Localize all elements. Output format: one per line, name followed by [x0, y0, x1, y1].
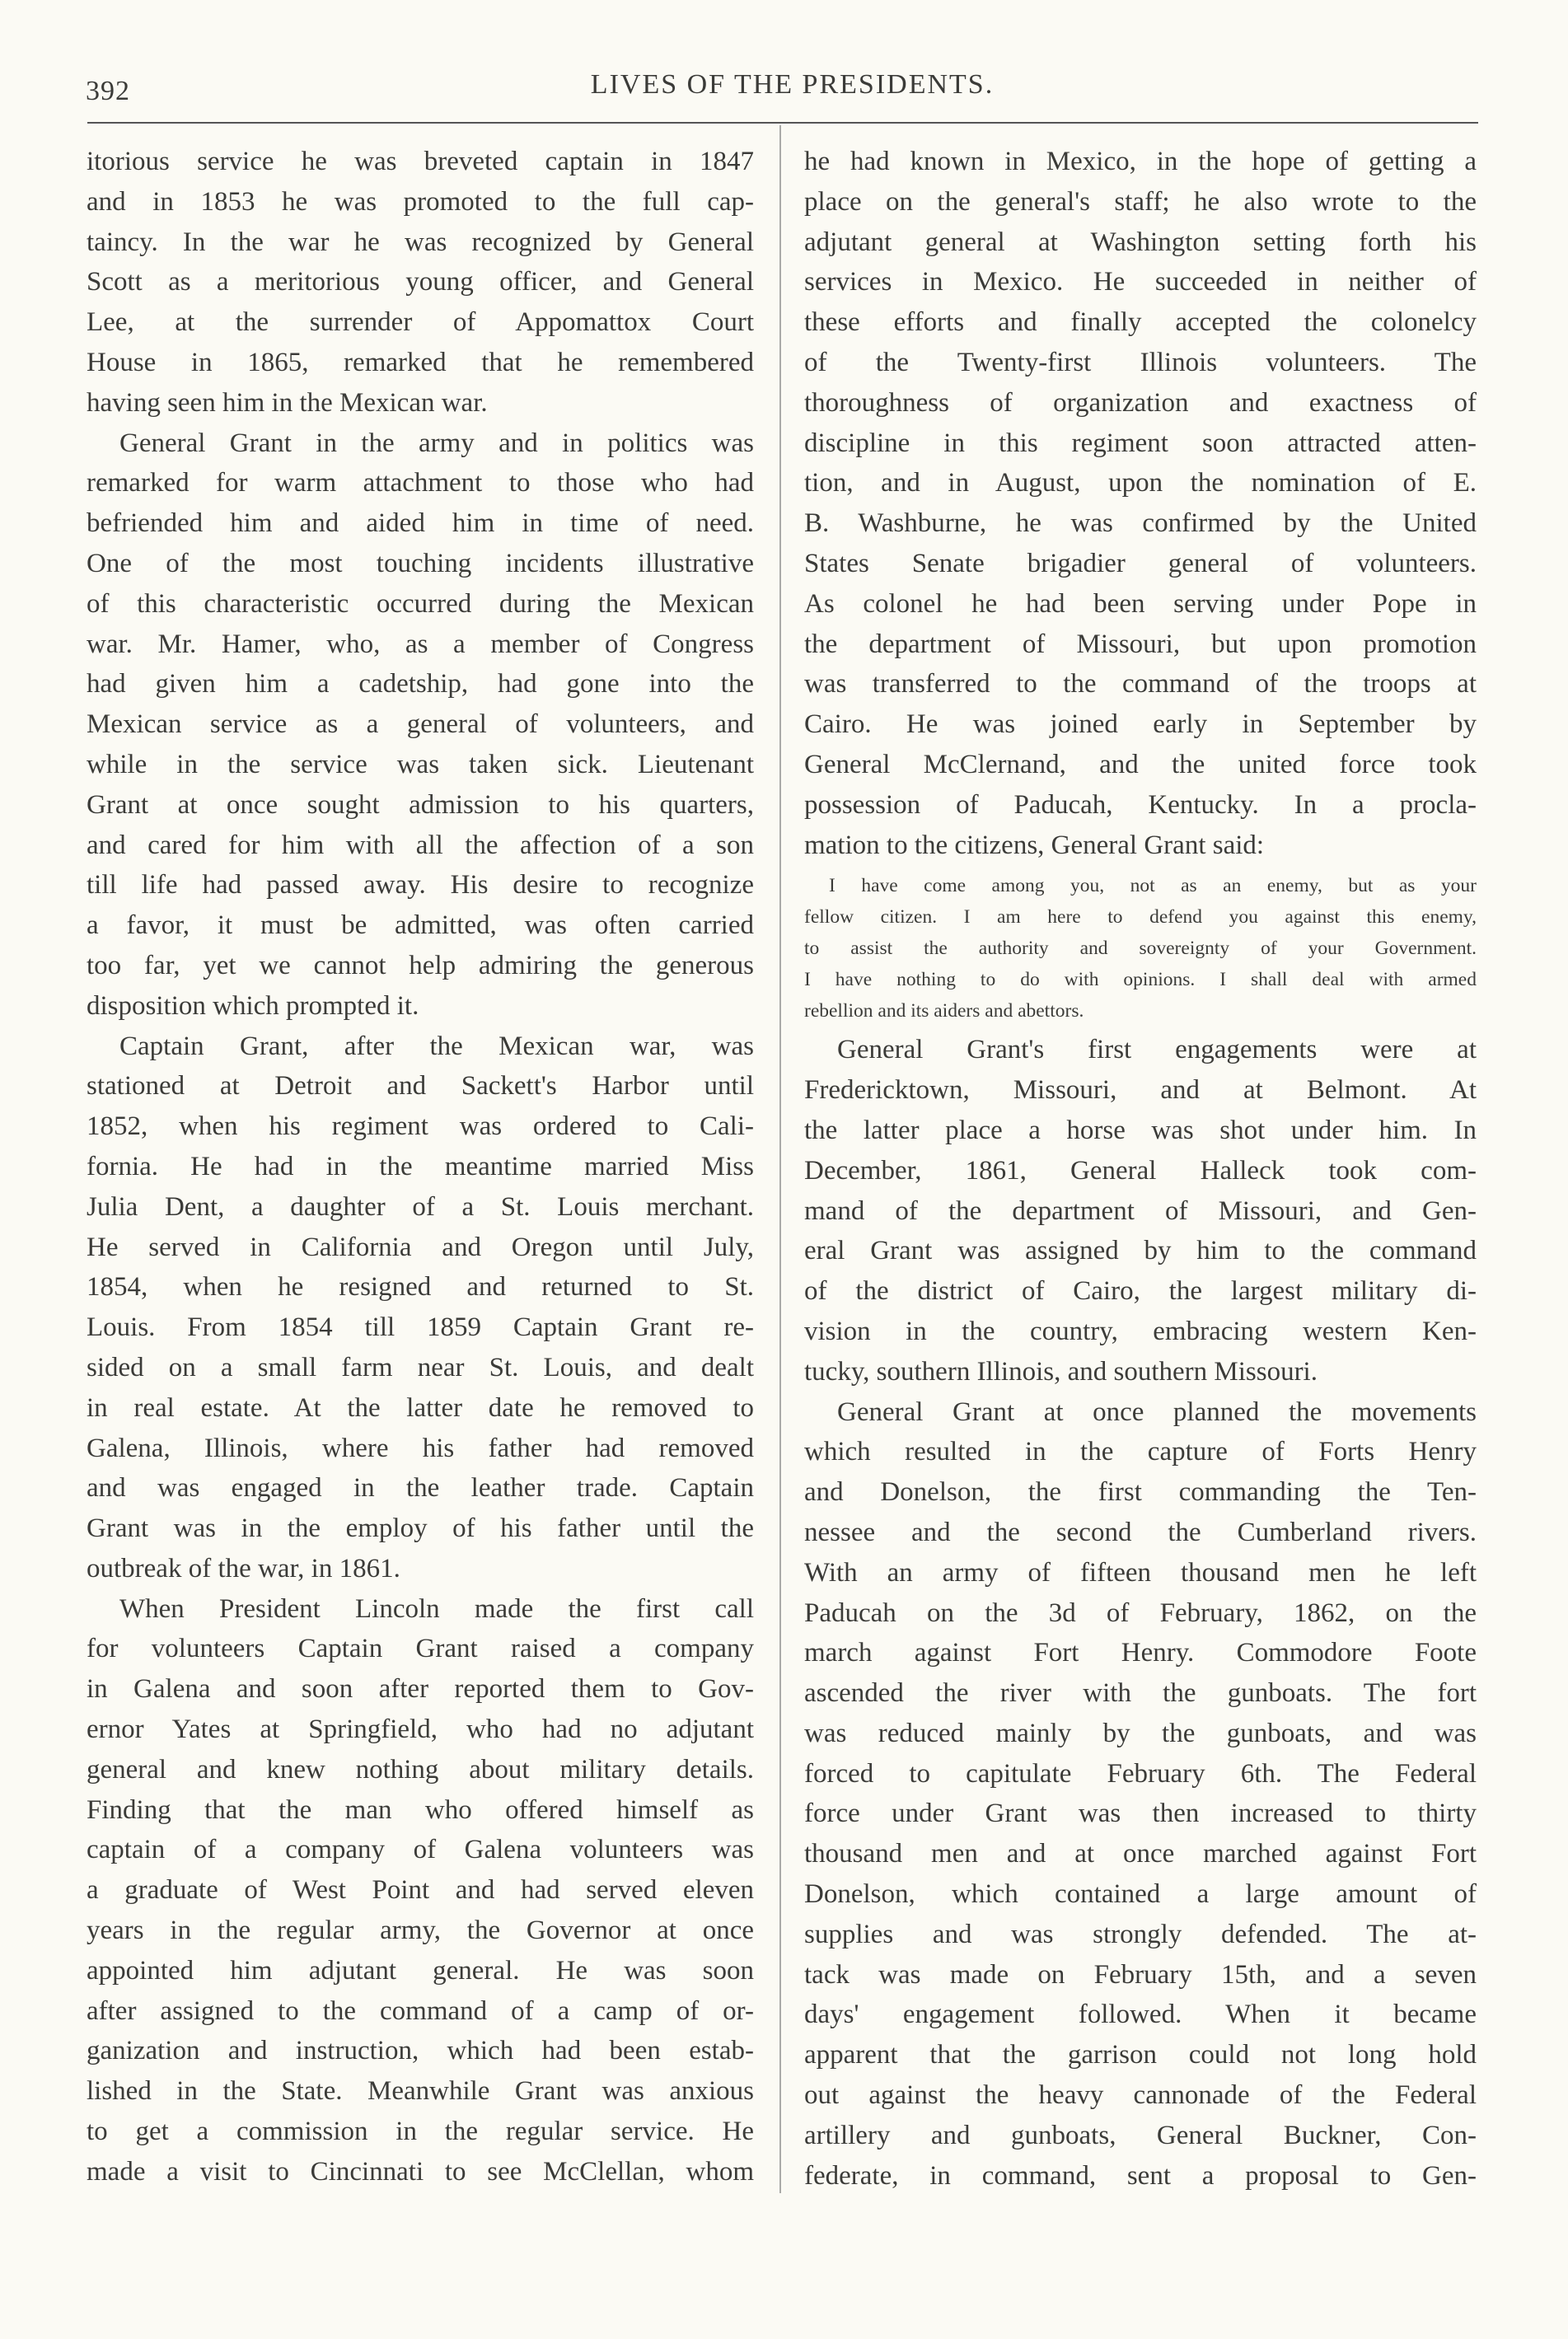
- text-line: Julia Dent, a daughter of a St. Louis merchant.: [87, 1191, 754, 1222]
- text-line: captain of a company of Galena volunteers was: [87, 1835, 754, 1865]
- text-line: artillery and gunboats, General Buckner, Con-: [804, 2120, 1477, 2150]
- text-line: too far, yet we cannot help admiring the generous: [87, 950, 754, 980]
- text-line: adjutant general at Washington setting forth his: [804, 227, 1477, 257]
- paragraph: [87, 1027, 754, 1589]
- paragraph: [804, 142, 1477, 865]
- text-line: a favor, it must be admitted, was often carried: [87, 910, 754, 941]
- text-line: while in the service was taken sick. Lieutenant: [87, 749, 754, 779]
- header-rule: [87, 122, 1478, 124]
- text-line: war. Mr. Hamer, who, as a member of Congress: [87, 629, 754, 659]
- text-line: Grant was in the employ of his father until the: [87, 1513, 754, 1544]
- text-line: in Galena and soon after reported them to Gov-: [87, 1674, 754, 1705]
- text-line: vision in the country, embracing western Ken-: [804, 1316, 1477, 1346]
- text-line: General Grant at once planned the movements: [837, 1396, 1477, 1427]
- text-line: federate, in command, sent a proposal to Gen-: [804, 2160, 1477, 2191]
- text-line: services in Mexico. He succeeded in neither of: [804, 267, 1477, 297]
- text-line: He served in California and Oregon until July,: [87, 1232, 754, 1262]
- text-line: these efforts and finally accepted the colonelcy: [804, 307, 1477, 338]
- text-line: forced to capitulate February 6th. The Federal: [804, 1758, 1477, 1789]
- text-line: march against Fort Henry. Commodore Foote: [804, 1638, 1477, 1668]
- text-line: a graduate of West Point and had served eleven: [87, 1875, 754, 1906]
- text-line: after assigned to the command of a camp of or-: [87, 1995, 754, 2026]
- text-line: for volunteers Captain Grant raised a company: [87, 1634, 754, 1664]
- text-line: thoroughness of organization and exactness of: [804, 387, 1477, 418]
- text-line: States Senate brigadier general of volunteers.: [804, 548, 1477, 578]
- text-line: of the Twenty-first Illinois volunteers. The: [804, 347, 1477, 377]
- text-line: out against the heavy cannonade of the Federal: [804, 2080, 1477, 2111]
- text-line: lished in the State. Meanwhile Grant was anxious: [87, 2076, 754, 2107]
- text-line: which resulted in the capture of Forts Henry: [804, 1437, 1477, 1467]
- text-line: was reduced mainly by the gunboats, and was: [804, 1718, 1477, 1748]
- text-line: days' engagement followed. When it became: [804, 2000, 1477, 2030]
- text-line: Lee, at the surrender of Appomattox Court: [87, 307, 754, 338]
- text-line: ganization and instruction, which had been estab-: [87, 2036, 754, 2066]
- text-line: One of the most touching incidents illustrative: [87, 548, 754, 578]
- text-line: December, 1861, General Halleck took com-: [804, 1155, 1477, 1186]
- text-line: apparent that the garrison could not long hold: [804, 2040, 1477, 2070]
- text-line: As colonel he had been serving under Pope in: [804, 588, 1477, 619]
- text-line: Galena, Illinois, where his father had removed: [87, 1433, 754, 1463]
- text-line: to get a commission in the regular service. He: [87, 2117, 754, 2147]
- paragraph: [804, 1392, 1477, 2196]
- text-line: Mexican service as a general of volunteers, and: [87, 709, 754, 740]
- text-line: disposition which prompted it.: [87, 990, 419, 1021]
- text-line: was transferred to the command of the troops at: [804, 669, 1477, 699]
- text-line: Cairo. He was joined early in September by: [804, 709, 1477, 740]
- text-line: the latter place a horse was shot under him. In: [804, 1115, 1477, 1145]
- text-line: Paducah on the 3d of February, 1862, on the: [804, 1598, 1477, 1628]
- text-line: When President Lincoln made the first call: [119, 1593, 754, 1624]
- text-line: mation to the citizens, General Grant said:: [804, 830, 1265, 860]
- running-title: LIVES OF THE PRESIDENTS.: [590, 69, 995, 100]
- text-line: in real estate. At the latter date he removed to: [87, 1392, 754, 1423]
- block-quote: [804, 870, 1477, 1027]
- text-line: stationed at Detroit and Sackett's Harbor until: [87, 1071, 754, 1102]
- right-column: [804, 142, 1477, 2196]
- left-column: [87, 142, 754, 2192]
- text-line: nessee and the second the Cumberland rivers.: [804, 1517, 1477, 1547]
- paragraph: [87, 1589, 754, 2192]
- text-line: discipline in this regiment soon attracted atten-: [804, 428, 1477, 458]
- text-line: B. Washburne, he was confirmed by the United: [804, 508, 1477, 539]
- text-line: Donelson, which contained a large amount of: [804, 1879, 1477, 1910]
- text-line: mand of the department of Missouri, and Gen-: [804, 1195, 1477, 1226]
- text-line: itorious service he was breveted captain in 1847: [87, 147, 754, 176]
- text-line: of the district of Cairo, the largest military di-: [804, 1276, 1477, 1307]
- text-line: the department of Missouri, but upon promotion: [804, 629, 1477, 659]
- text-line: 1854, when he resigned and returned to St.: [87, 1272, 754, 1303]
- text-line: and was engaged in the leather trade. Captain: [87, 1473, 754, 1504]
- text-line: supplies and was strongly defended. The at-: [804, 1919, 1477, 1949]
- paragraph: [804, 1030, 1477, 1392]
- text-line: made a visit to Cincinnati to see McClellan, whom: [87, 2156, 754, 2187]
- text-line: With an army of fifteen thousand men he left: [804, 1557, 1477, 1588]
- page-number: 392: [86, 76, 130, 106]
- text-line: and cared for him with all the affection of a son: [87, 830, 754, 860]
- text-line: general and knew nothing about military details.: [87, 1754, 754, 1785]
- text-line: Grant at once sought admission to his quarters,: [87, 789, 754, 820]
- text-line: 1852, when his regiment was ordered to Cali-: [87, 1111, 754, 1142]
- text-line: befriended him and aided him in time of need.: [87, 508, 754, 539]
- text-line: I have nothing to do with opinions. I shall deal with armed: [804, 969, 1477, 991]
- text-line: outbreak of the war, in 1861.: [87, 1553, 400, 1584]
- text-line: had given him a cadetship, had gone into the: [87, 669, 754, 699]
- text-line: General McClernand, and the united force took: [804, 749, 1477, 779]
- text-line: General Grant in the army and in politics was: [119, 428, 754, 458]
- paragraph: [87, 142, 754, 423]
- text-line: Scott as a meritorious young officer, and General: [87, 267, 754, 297]
- text-line: sided on a small farm near St. Louis, and dealt: [87, 1352, 754, 1382]
- text-line: force under Grant was then increased to thirty: [804, 1799, 1477, 1829]
- text-line: possession of Paducah, Kentucky. In a procla-: [804, 789, 1477, 820]
- column-divider: [779, 125, 781, 2193]
- text-line: General Grant's first engagements were at: [837, 1035, 1477, 1065]
- text-line: and in 1853 he was promoted to the full cap-: [87, 186, 754, 217]
- text-line: he had known in Mexico, in the hope of getting a: [804, 147, 1477, 176]
- text-line: House in 1865, remarked that he remembered: [87, 347, 754, 377]
- text-line: taincy. In the war he was recognized by General: [87, 227, 754, 257]
- text-line: of this characteristic occurred during the Mexican: [87, 588, 754, 619]
- text-line: Captain Grant, after the Mexican war, was: [119, 1031, 754, 1061]
- text-line: eral Grant was assigned by him to the command: [804, 1236, 1477, 1266]
- text-line: Finding that the man who offered himself as: [87, 1794, 754, 1825]
- text-line: place on the general's staff; he also wrote to the: [804, 186, 1477, 217]
- text-line: appointed him adjutant general. He was soon: [87, 1955, 754, 1986]
- text-line: Fredericktown, Missouri, and at Belmont. At: [804, 1075, 1477, 1106]
- text-line: rebellion and its aiders and abettors.: [804, 1000, 1084, 1022]
- text-line: ascended the river with the gunboats. The fort: [804, 1678, 1477, 1709]
- text-line: tack was made on February 15th, and a seven: [804, 1959, 1477, 1990]
- text-line: tucky, southern Illinois, and southern Missouri.: [804, 1356, 1318, 1387]
- text-line: fornia. He had in the meantime married Miss: [87, 1151, 754, 1181]
- text-line: tion, and in August, upon the nomination of E.: [804, 468, 1477, 498]
- text-line: Louis. From 1854 till 1859 Captain Grant re-: [87, 1312, 754, 1343]
- text-line: and Donelson, the first commanding the Ten-: [804, 1477, 1477, 1508]
- text-line: fellow citizen. I am here to defend you against this enemy,: [804, 906, 1477, 929]
- text-line: I have come among you, not as an enemy, but as your: [829, 875, 1477, 897]
- text-line: thousand men and at once marched against Fort: [804, 1839, 1477, 1869]
- text-line: ernor Yates at Springfield, who had no adjutant: [87, 1714, 754, 1745]
- text-line: years in the regular army, the Governor at once: [87, 1916, 754, 1946]
- text-line: remarked for warm attachment to those who had: [87, 468, 754, 498]
- text-line: to assist the authority and sovereignty of your Government.: [804, 938, 1477, 960]
- paragraph: [87, 423, 754, 1027]
- text-line: till life had passed away. His desire to recognize: [87, 870, 754, 901]
- text-line: having seen him in the Mexican war.: [87, 387, 488, 418]
